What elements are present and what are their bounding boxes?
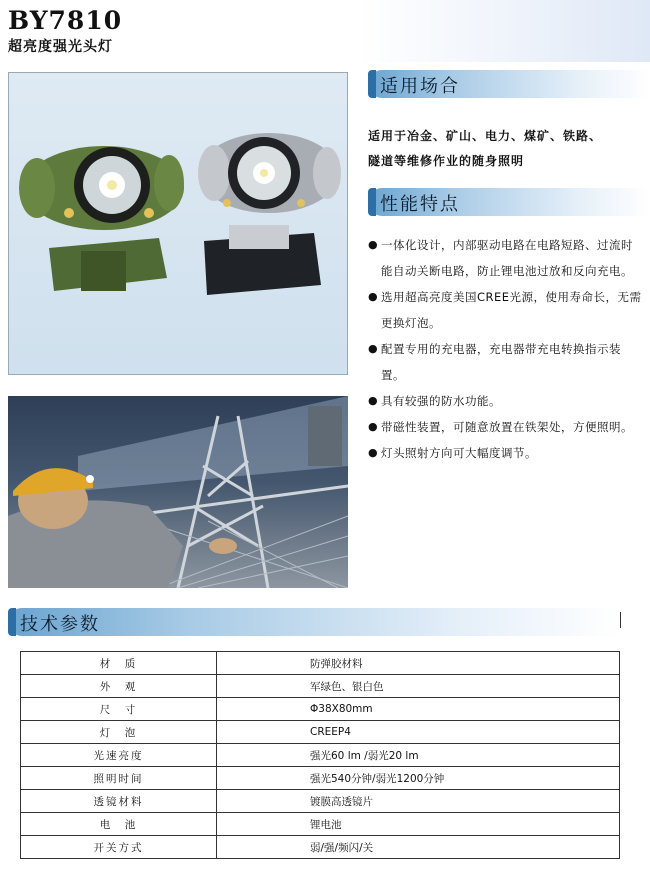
spec-value: 防弹胶材料 <box>217 652 620 675</box>
spec-table <box>20 651 620 859</box>
feature-item: ● 具有较强的防水功能。 <box>368 388 644 414</box>
table-row <box>21 836 620 859</box>
green-lamp-bracket <box>81 251 126 291</box>
table-row <box>21 790 620 813</box>
section-title-usage: 适用场合 <box>380 76 460 97</box>
worker-scene-illustration <box>8 396 348 588</box>
bullet-icon: ● <box>368 290 379 303</box>
table-row <box>21 721 620 744</box>
table-row <box>21 813 620 836</box>
spec-key: 开关方式 <box>21 836 217 859</box>
section-title-features: 性能特点 <box>380 194 460 215</box>
spec-value: 军绿色、银白色 <box>217 675 620 698</box>
spec-value: 锂电池 <box>217 813 620 836</box>
headlamps-illustration <box>9 73 347 374</box>
model-number: BY7810 <box>8 6 123 35</box>
table-row <box>21 652 620 675</box>
table-row <box>21 767 620 790</box>
headlamp-on-hat <box>86 475 94 483</box>
spec-key: 电 池 <box>21 813 217 836</box>
product-photo <box>8 72 348 375</box>
green-lamp-side <box>19 158 55 218</box>
section-header-features <box>368 188 650 216</box>
product-subtitle: 超亮度强光头灯 <box>8 39 113 55</box>
spec-value: 强光540分钟/弱光1200分钟 <box>217 767 620 790</box>
table-row <box>21 744 620 767</box>
usage-line-2: 隧道等维修作业的随身照明 <box>368 154 525 168</box>
worker-photo <box>8 396 348 588</box>
usage-text <box>368 124 648 174</box>
bullet-icon: ● <box>368 446 379 459</box>
feature-item: ● 选用超高亮度美国CREE光源，使用寿命长，无需更换灯泡。 <box>368 284 644 336</box>
feature-item: ● 带磁性装置，可随意放置在铁架处，方便照明。 <box>368 414 644 440</box>
section-header-specs <box>8 608 620 636</box>
feature-list <box>368 232 644 466</box>
table-row <box>21 698 620 721</box>
spec-value: CREEP4 <box>217 721 620 744</box>
spec-value: 弱/强/频闪/关 <box>217 836 620 859</box>
spec-key: 尺 寸 <box>21 698 217 721</box>
spec-key: 外 观 <box>21 675 217 698</box>
spec-key: 灯 泡 <box>21 721 217 744</box>
section-title-specs: 技术参数 <box>20 614 100 635</box>
spec-key: 照明时间 <box>21 767 217 790</box>
spec-key: 光速亮度 <box>21 744 217 767</box>
table-row <box>21 675 620 698</box>
spec-value: 镀膜高透镜片 <box>217 790 620 813</box>
feature-item: ● 一体化设计，内部驱动电路在电路短路、过流时能自动关断电路，防止锂电池过放和反向充电。 <box>368 232 644 284</box>
bullet-icon: ● <box>368 342 379 355</box>
silver-lamp-bracket <box>229 225 289 249</box>
bullet-icon: ● <box>368 420 379 433</box>
spec-key: 材 质 <box>21 652 217 675</box>
feature-item: ● 配置专用的充电器，充电器带充电转换指示装置。 <box>368 336 644 388</box>
spec-value: Φ38X80mm <box>217 698 620 721</box>
spec-value: 强光60 lm /弱光20 lm <box>217 744 620 767</box>
spec-key: 透镜材料 <box>21 790 217 813</box>
worker-hand <box>209 538 237 554</box>
usage-line-1: 适用于冶金、矿山、电力、煤矿、铁路、 <box>368 129 603 143</box>
insulator <box>308 406 342 466</box>
bullet-icon: ● <box>368 238 379 251</box>
feature-item: ● 灯头照射方向可大幅度调节。 <box>368 440 644 466</box>
section-header-usage <box>368 70 650 98</box>
header-divider <box>620 612 621 628</box>
bullet-icon: ● <box>368 394 379 407</box>
